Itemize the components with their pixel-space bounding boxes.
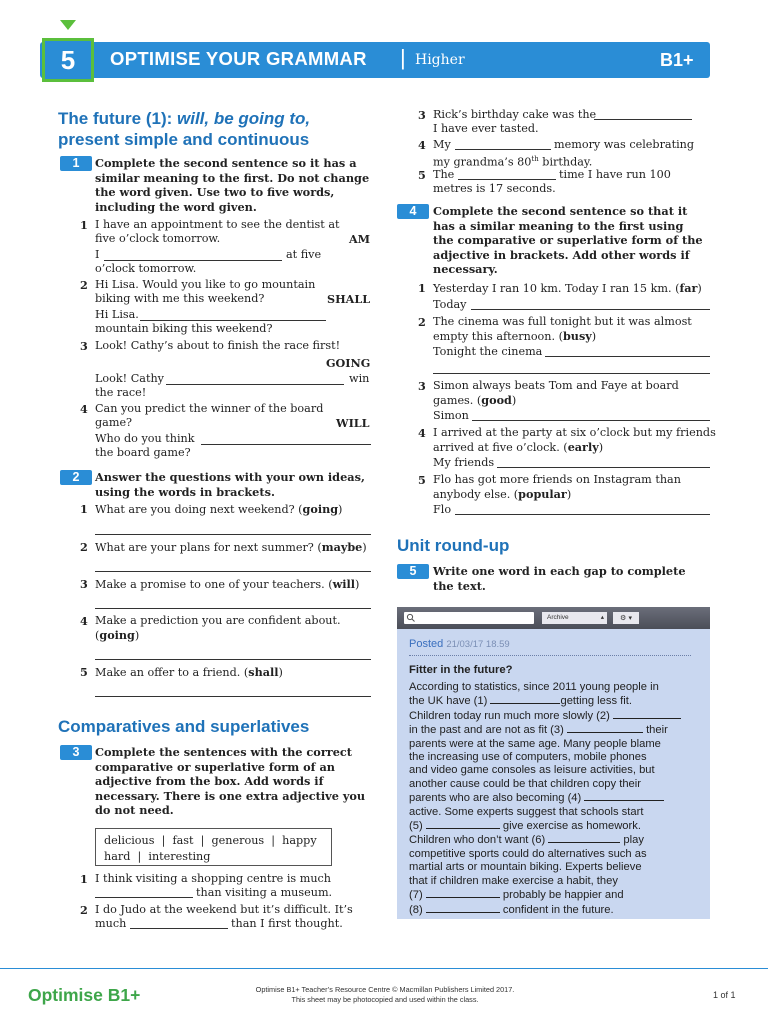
item-text: I have an appointment to see the dentist at [95, 218, 340, 231]
blog-line: that if children make exercise a habit, they [409, 874, 618, 887]
unit-number: 5 [42, 38, 94, 82]
posted-label: Posted [409, 638, 444, 650]
answer-line[interactable] [455, 149, 551, 150]
keyword: GOING [326, 356, 371, 370]
item-number: 1 [80, 218, 88, 232]
gap-5[interactable] [426, 819, 500, 829]
word-box-line: delicious | fast | generous | happy [104, 834, 317, 847]
exercise-5-instructions [433, 564, 723, 593]
item-text: Make a prediction you are confident about. [95, 614, 341, 627]
instr-line: comparative or superlative form of an [95, 759, 335, 774]
item-number: 5 [418, 168, 426, 182]
answer-line[interactable] [95, 696, 371, 697]
page-title: OPTIMISE YOUR GRAMMAR [110, 48, 367, 69]
item-text: Make an offer to a friend. (shall) [95, 665, 283, 679]
answer-prefix: My friends [433, 456, 495, 469]
item-text: My [433, 138, 451, 151]
instr-line: do not need. [95, 803, 174, 818]
blog-text: their [642, 724, 668, 737]
bracket-word: busy [562, 329, 592, 343]
gap-4[interactable] [584, 791, 664, 801]
instr-line: has a similar meaning to the first using [433, 218, 684, 233]
item-text: Make a promise to one of your teachers. (will) [95, 577, 360, 591]
archive-dropdown[interactable] [542, 612, 607, 624]
exercise-number: 1 [60, 156, 92, 171]
instr-line: including the word given. [95, 199, 257, 214]
exercise-1-instructions [95, 156, 385, 214]
answer-line[interactable] [472, 420, 710, 421]
gap-7[interactable] [426, 888, 500, 898]
item-number: 1 [418, 281, 426, 295]
answer-line[interactable] [497, 467, 710, 468]
item-number: 1 [80, 502, 88, 516]
item-question: What are you doing next weekend? [95, 503, 299, 516]
section-title-future [58, 108, 310, 150]
item-text-part: birthday. [538, 155, 593, 169]
answer-line[interactable] [95, 571, 371, 572]
footer-brand: Optimise B1+ [28, 985, 141, 1005]
exercise-number: 5 [397, 564, 429, 579]
copyright-line: This sheet may be photocopied and used within the class. [291, 995, 479, 1004]
blog-text: parents who are also becoming (4) [409, 792, 585, 805]
answer-continuation: the race! [95, 386, 147, 399]
exercise-3-instructions [95, 745, 385, 818]
blog-text: getting less fit. [560, 695, 632, 708]
item-text-part: my grandma’s 80 [433, 155, 532, 169]
exercise-number: 4 [397, 204, 429, 219]
blog-title: Fitter in the future? [409, 664, 513, 676]
divider [409, 655, 691, 656]
item-number: 1 [80, 872, 88, 886]
answer-prefix: Look! Cathy [95, 372, 164, 385]
answer-suffix: at five [286, 248, 322, 261]
item-text: games. (good) [433, 393, 517, 407]
chevron-down-icon: ▾ [628, 614, 633, 622]
section-title-roundup: Unit round-up [397, 536, 510, 555]
answer-line[interactable] [104, 260, 282, 261]
exercise-4-instructions [433, 204, 723, 277]
blog-line: competitive sports could do alternatives such as [409, 847, 647, 860]
answer-line[interactable] [471, 309, 710, 310]
blog-line [409, 723, 709, 737]
answer-line[interactable] [95, 659, 371, 660]
blog-line: another cause could be that children copy their [409, 777, 641, 790]
item-text: biking with me this weekend? [95, 292, 265, 305]
item-text: Simon always beats Tom and Faye at board [433, 379, 679, 392]
word-box-line: hard | interesting [104, 850, 211, 863]
blog-line [409, 709, 709, 723]
instr-line: necessary. There is one extra adjective you [95, 788, 366, 803]
header-level: Higher [415, 52, 465, 68]
exercise-2-instructions [95, 470, 385, 499]
blog-text: According to statistics, since 2011 young people in [409, 681, 659, 693]
blog-body [409, 681, 709, 917]
answer-line[interactable] [545, 356, 710, 357]
instr-line: Answer the questions with your own ideas, [95, 470, 365, 484]
instr-line: the text. [433, 578, 486, 593]
item-text: What are you doing next weekend? (going) [95, 502, 343, 516]
bracket-word: shall [248, 665, 279, 679]
item-text: empty this afternoon. (busy) [433, 329, 597, 343]
blog-text: in the past and are not as fit (3) [409, 724, 567, 737]
blog-line: parents were at the same age. Many people blame [409, 737, 661, 750]
gap-6[interactable] [548, 833, 620, 843]
answer-prefix: Today [433, 298, 467, 311]
blog-text: play [620, 834, 644, 847]
blog-line [409, 903, 709, 917]
exercise-number: 2 [60, 470, 92, 485]
answer-line[interactable] [433, 373, 710, 374]
blog-line: martial arts or mountain biking. Experts believe [409, 861, 642, 874]
instr-line: Write one word in each gap to complete [433, 564, 686, 578]
blog-text: probably be happier and [499, 889, 624, 902]
item-text: memory was celebrating [554, 138, 695, 151]
settings-dropdown[interactable] [613, 612, 639, 624]
answer-line[interactable] [455, 514, 710, 515]
answer-continuation: mountain biking this weekend? [95, 322, 273, 335]
header-badge: B1+ [660, 50, 694, 70]
keyword: SHALL [327, 292, 371, 306]
item-number: 5 [418, 473, 426, 487]
item-text: Rick’s birthday cake was the [433, 108, 597, 121]
blog-text: (8) [409, 903, 426, 916]
section-title-plain: The future (1): [58, 109, 177, 128]
item-text-part: games. ( [433, 394, 482, 407]
item-text: I think visiting a shopping centre is much [95, 872, 332, 885]
gap-1[interactable] [490, 694, 560, 704]
instr-line: adjective in brackets. Add other words if [433, 247, 690, 262]
blog-line: and video game consoles as leisure activities, but [409, 764, 655, 777]
item-text: Can you predict the winner of the board [95, 402, 324, 415]
instr-line: Complete the second sentence so it has a [95, 156, 357, 170]
item-text: The [433, 168, 455, 181]
item-text: Yesterday I ran 10 km. Today I ran 15 km. (far) [433, 281, 702, 295]
answer-prefix: Flo [433, 503, 452, 516]
item-text: metres is 17 seconds. [433, 182, 556, 195]
bracket-word: going [302, 502, 339, 516]
answer-prefix: Tonight the cinema [433, 345, 543, 358]
blog-line: active. Some experts suggest that schools start [409, 805, 644, 818]
answer-line[interactable] [166, 384, 344, 385]
item-number: 4 [418, 138, 426, 152]
blog-line [409, 819, 709, 833]
blog-text: confident in the future. [499, 903, 614, 916]
item-text: game? [95, 416, 133, 429]
answer-continuation: the board game? [95, 446, 191, 459]
instr-line: the comparative or superlative form of the [433, 233, 703, 248]
answer-prefix: I [95, 248, 100, 261]
instr-line: Complete the second sentence so that it [433, 204, 688, 218]
footer-divider [0, 968, 768, 969]
header-marker-triangle [60, 20, 76, 30]
exercise-number: 3 [60, 745, 92, 760]
gear-icon: ⚙ [619, 614, 627, 622]
item-text: What are your plans for next summer? (maybe) [95, 540, 367, 554]
page-number: 1 of 1 [713, 990, 736, 1000]
instr-line: using the words in brackets. [95, 484, 275, 499]
item-text: Look! Cathy’s about to finish the race first! [95, 339, 341, 352]
item-text: Hi Lisa. Would you like to go mountain [95, 278, 316, 291]
keyword: AM [349, 232, 371, 246]
item-text: than I first thought. [231, 917, 343, 930]
bracket-word: good [481, 393, 512, 407]
section-title-line2: present simple and continuous [58, 130, 310, 149]
chevron-updown-icon: ▴ [600, 614, 604, 621]
copyright-line: Optimise B1+ Teacher’s Resource Centre © Macmillan Publishers Limited 2017. [255, 985, 515, 994]
item-number: 3 [418, 379, 426, 393]
answer-line[interactable] [130, 928, 228, 929]
answer-line[interactable] [594, 119, 692, 120]
item-number: 3 [80, 577, 88, 591]
answer-prefix: Hi Lisa. [95, 308, 139, 321]
blog-line [409, 694, 709, 708]
word-box [95, 828, 332, 866]
header-separator: | [400, 45, 406, 70]
item-number: 4 [80, 402, 88, 416]
item-number: 3 [80, 339, 88, 353]
answer-line[interactable] [95, 897, 193, 898]
keyword: WILL [336, 416, 370, 430]
item-text: five o’clock tomorrow. [95, 232, 221, 245]
bracket-word: far [679, 281, 698, 295]
item-text-part: arrived at five o’clock. ( [433, 441, 568, 454]
blog-line [409, 888, 709, 902]
item-text: I do Judo at the weekend but it’s difficult. It’s [95, 903, 353, 916]
item-number: 2 [80, 540, 88, 554]
item-text: arrived at five o’clock. (early) [433, 440, 604, 454]
answer-prefix: Simon [433, 409, 469, 422]
item-text: much [95, 917, 127, 930]
answer-prefix: Who do you think [95, 432, 195, 445]
item-question: Make an offer to a friend. [95, 666, 244, 679]
instr-line: similar meaning to the first. Do not change [95, 170, 370, 185]
answer-line[interactable] [95, 608, 371, 609]
blog-line [409, 833, 709, 847]
item-text: anybody else. (popular) [433, 487, 572, 501]
bracket-word: maybe [321, 540, 363, 554]
item-question: What are your plans for next summer? [95, 541, 318, 554]
blog-text: give exercise as homework. [499, 820, 641, 833]
instr-line: Complete the sentences with the correct [95, 745, 353, 759]
footer-copyright [230, 985, 540, 1005]
posted-date: 21/03/17 18.59 [446, 639, 510, 650]
gap-2[interactable] [613, 709, 681, 719]
blog-line: the increasing use of computers, mobile phones [409, 751, 647, 764]
instr-line: adjective from the box. Add words if [95, 774, 324, 789]
bracket-word: early [567, 440, 599, 454]
item-text-part: anybody else. ( [433, 488, 519, 501]
blog-panel [397, 607, 710, 919]
blog-toolbar [397, 607, 710, 629]
blog-line [409, 791, 709, 805]
item-number: 4 [418, 426, 426, 440]
item-text: The cinema was full tonight but it was almost [433, 315, 692, 328]
answer-line[interactable] [140, 320, 326, 321]
blog-text: the UK have (1) [409, 695, 491, 708]
answer-line[interactable] [95, 534, 371, 535]
answer-suffix: win [349, 372, 370, 385]
post-meta [409, 638, 510, 650]
answer-continuation: o’clock tomorrow. [95, 262, 197, 275]
search-icon [406, 613, 416, 623]
item-text: time I have run 100 [559, 168, 671, 181]
item-text: Flo has got more friends on Instagram than [433, 473, 681, 486]
archive-label: Archive [547, 614, 569, 621]
item-number: 2 [80, 278, 88, 292]
blog-search-input[interactable] [404, 612, 534, 624]
answer-line[interactable] [201, 444, 371, 445]
item-text: I arrived at the party at six o’clock but my friends [433, 426, 716, 439]
item-question: Make a promise to one of your teachers. [95, 578, 329, 591]
instr-line: necessary. [433, 262, 498, 277]
section-title-italic: will, be going to, [177, 109, 311, 128]
blog-text: (5) [409, 820, 426, 833]
item-number: 4 [80, 614, 88, 628]
blog-line [409, 681, 709, 694]
gap-3[interactable] [567, 723, 643, 733]
item-number: 2 [418, 315, 426, 329]
gap-8[interactable] [426, 903, 500, 913]
bracket-word: will [332, 577, 356, 591]
bracket-word: popular [518, 487, 567, 501]
answer-line[interactable] [458, 179, 556, 180]
item-text: I have ever tasted. [433, 122, 539, 135]
instr-line: the word given. Use two to five words, [95, 185, 335, 200]
item-text-part: Yesterday I ran 10 km. Today I ran 15 km. ( [433, 282, 680, 295]
blog-text: Children today run much more slowly (2) [409, 709, 613, 722]
bracket-word: going [99, 628, 135, 642]
item-text-part: empty this afternoon. ( [433, 330, 563, 343]
blog-text: (7) [409, 889, 426, 902]
section-title-comparatives: Comparatives and superlatives [58, 717, 310, 736]
item-number: 3 [418, 108, 426, 122]
item-number: 5 [80, 665, 88, 679]
item-text: than visiting a museum. [196, 886, 333, 899]
superscript: th [531, 155, 539, 163]
item-text: (going) [95, 628, 140, 642]
blog-text: Children who don’t want (6) [409, 834, 549, 847]
item-number: 2 [80, 903, 88, 917]
